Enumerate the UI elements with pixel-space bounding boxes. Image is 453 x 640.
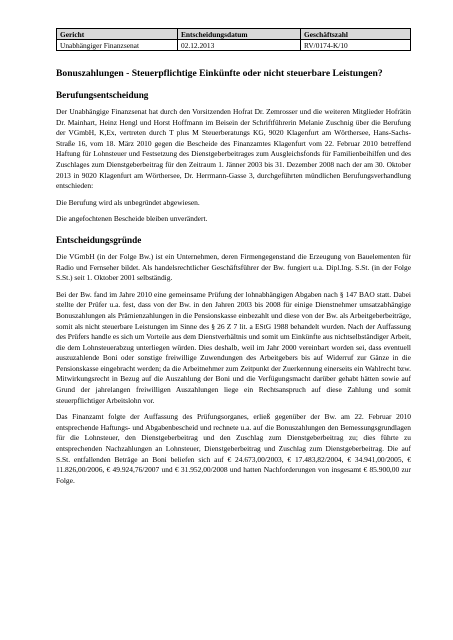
metadata-header-row [57,29,411,40]
paragraph: Der Unabhängige Finanzsenat hat durch den Vorsitzenden Hofrat Dr. Zemrosser und die weiteren Mitglieder Hofrätin Dr. Mainhart, Heinz Hengl und Horst Hoffmann im Beisein der Schriftführerin Melanie Zuschnig über die Berufung der VGmbH, K,Ex, vertreten durch T plus M Steuerberatungs KG, 9020 Klagenfurt am Wörthersee, Hans-Sachs-Straße 16, vom 18. März 2010 gegen die Bescheide des Finanzamtes Klagenfurt vom 22. Februar 2010 betreffend Haftung für Lohnsteuer und Festsetzung des Dienstgeberbeitrages zum Ausgleichsfonds für Familienbeihilfen und des Zuschlages zum Dienstgeberbeitrag für den Zeitraum 1. Jänner 2003 bis 31. Dezember 2008 nach der am 30. Oktober 2013 in 9020 Klagenfurt am Wörthersee, Dr. Herrmann-Gasse 3, durchgeführten mündlichen Berufungsverhandlung entschieden: [56,107,411,191]
header-decision-date: Entscheidungsdatum [178,29,301,40]
value-case-number: RV/0174-K/10 [301,40,411,51]
paragraph: Bei der Bw. fand im Jahre 2010 eine gemeinsame Prüfung der lohnabhängigen Abgaben nach § 147 BAO statt. Dabei stellte der Prüfer u.a. fest, dass von der Bw. in den Jahren 2003 bis 2008 für einige Dienstnehmer umsatzabhängige Bonuszahlungen als Prämienzahlungen in die Pensionskasse einbezahlt und diese von der Bw. als Arbeitgeberbeiträge, somit als nicht steuerbare Leistungen im Sinne des § 26 Z 7 lit. a EStG 1988 behandelt wurden. Nach der Auffassung des Prüfers handle es sich um Vorteile aus dem Dienstverhältnis und somit um Einkünfte aus nichtselbständiger Arbeit, die dem Lohnsteuerabzug unterliegen würden. Dies deshalb, weil im Jahr 2000 vereinbart worden sei, dass eventuell auszuzahlende Boni oder sonstige freiwillige Zuwendungen des Arbeitgebers bis auf Widerruf zur Gänze in die Pensionskasse eingebracht werden; da die Arbeitnehmer zum Zeitpunkt der Zuerkennung einerseits ein Wahlrecht bzw. Mitwirkungsrecht in Bezug auf die Auszahlung der Boni und die Verfügungsmacht darüber gehabt hätten sowie auf Grund der jahrelangen freiwilligen Auszahlungen liege ein Rechtsanspruch auf diese Zahlung und somit steuerpflichtiger Arbeitslohn vor. [56,289,411,405]
heading-entscheidungsgruende: Entscheidungsgründe [56,234,142,245]
paragraph: Die VGmbH (in der Folge Bw.) ist ein Unternehmen, deren Firmengegenstand die Erzeugung von Bauelementen für Radio und Fernseher bildet. Als handelsrechtlicher Geschäftsführer der Bw. fungiert u.a. Dipl.Ing. S.St. (in der Folge S.St.) seit 1. Oktober 2001 selbständig. [56,251,411,283]
metadata-value-row [57,40,411,51]
paragraph: Die angefochtenen Bescheide bleiben unverändert. [56,214,208,224]
heading-berufungsentscheidung: Berufungsentscheidung [56,90,149,100]
value-court: Unabhängiger Finanzsenat [57,40,178,51]
header-court: Gericht [57,29,178,40]
paragraph: Das Finanzamt folgte der Auffassung des Prüfungsorganes, erließ gegenüber der Bw. am 22. Februar 2010 entsprechende Haftungs- und Abgabenbescheid und rechnete u.a. auf die Bonuszahlungen den Bemessungsgrundlagen für die Lohnsteuer, den Dienstgeberbeitrag und den Zuschlag zum Dienstgeberbeitrag zu; dies führte zu entsprechenden Nachzahlungen an Lohnsteuer, Dienstgeberbeitrag und Zuschlag zum Dienstgeberbeitrag. Die auf S.St. entfallenden Beträge an Boni beliefen sich auf € 24.673,00/2003, € 17.483,82/2004, € 34.941,00/2005, € 11.826,00/2006, € 49.924,76/2007 und € 31.952,00/2008 und hatten Nachforderungen von insgesamt € 85.900,00 zur Folge. [56,412,411,485]
paragraph: Die Berufung wird als unbegründet abgewiesen. [56,197,200,207]
metadata-table [56,28,411,51]
document-title: Bonuszahlungen - Steuerpflichtige Einkünfte oder nicht steuerbare Leistungen? [56,68,383,79]
value-decision-date: 02.12.2013 [178,40,301,51]
header-case-number: Geschäftszahl [301,29,411,40]
